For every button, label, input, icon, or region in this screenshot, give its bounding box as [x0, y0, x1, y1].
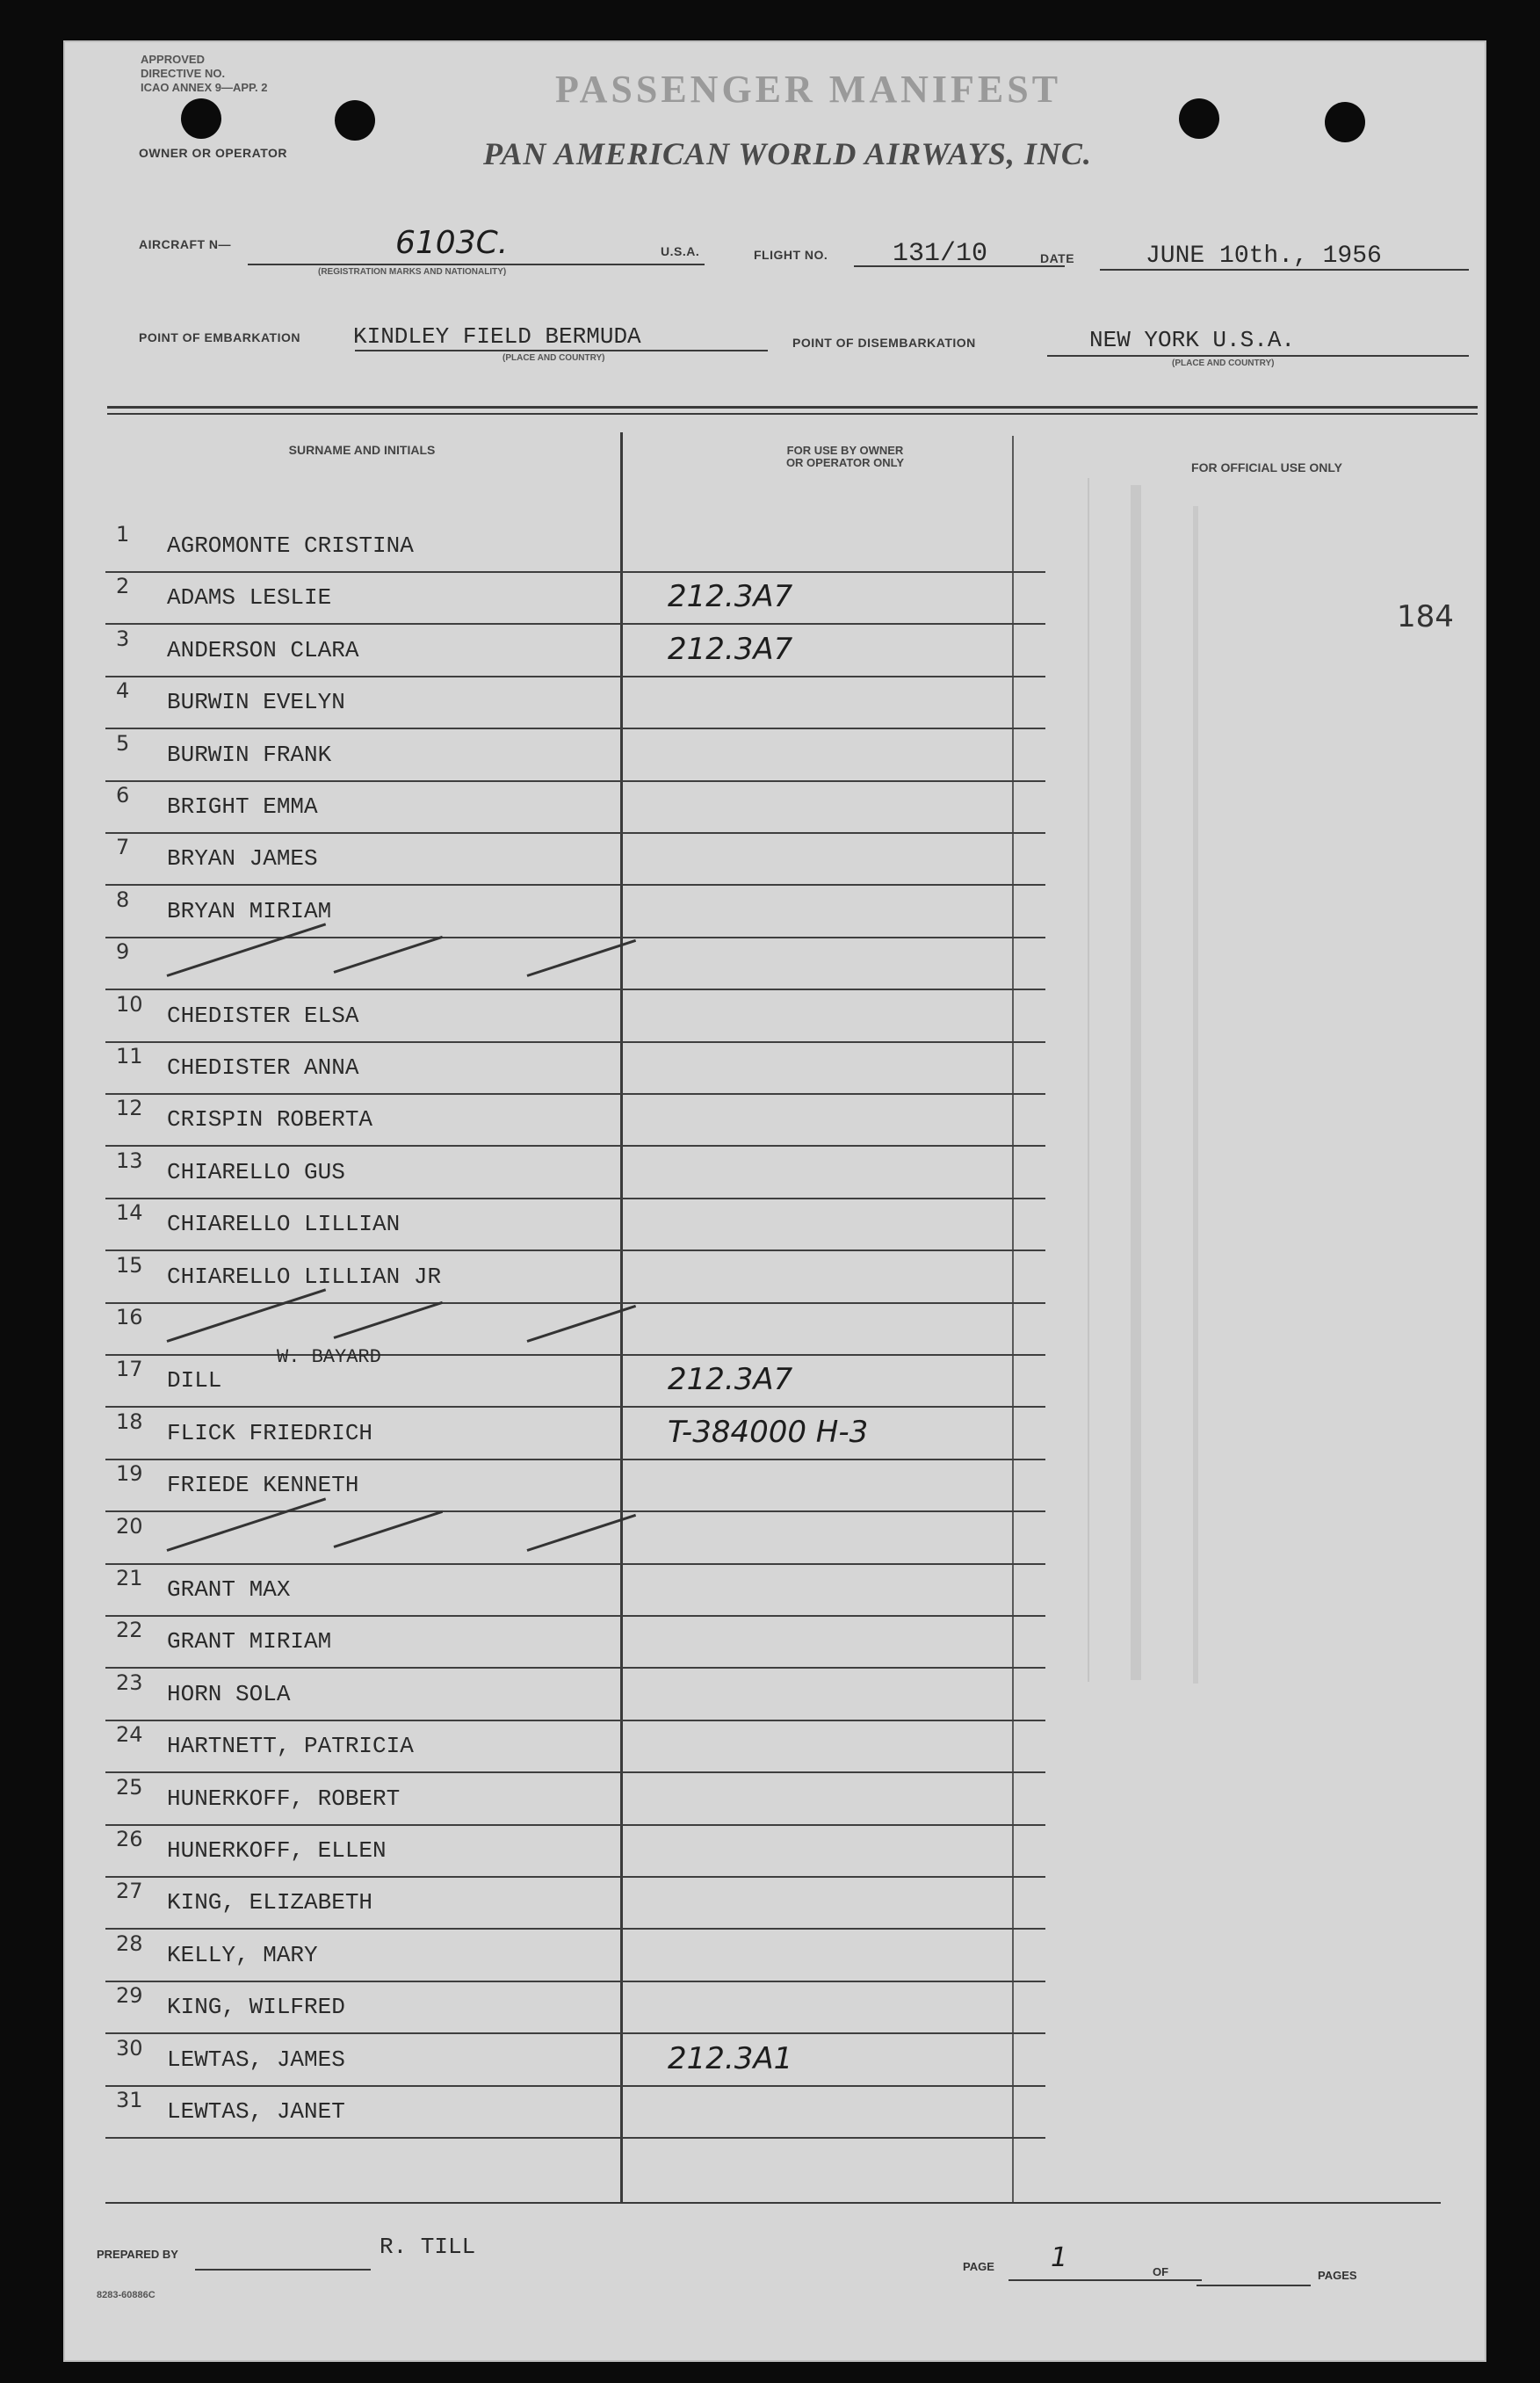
- of-underline: [1197, 2285, 1311, 2286]
- table-row: [105, 2088, 1045, 2139]
- passenger-name: HUNERKOFF, ROBERT: [167, 1785, 401, 1812]
- row-number: 12: [116, 1096, 143, 1121]
- disembarkation-place: NEW YORK U.S.A.: [1089, 327, 1296, 353]
- table-row: [105, 1670, 1045, 1721]
- punch-hole: [181, 98, 221, 139]
- row-number: 5: [116, 730, 130, 756]
- table-row: [105, 1827, 1045, 1878]
- row-number: 25: [116, 1774, 143, 1800]
- row-number: 20: [116, 1513, 143, 1539]
- operator-code: 212.3A7: [668, 631, 793, 667]
- row-rule: [105, 1198, 1045, 1199]
- row-rule: [105, 1667, 1045, 1669]
- table-row: [105, 783, 1045, 834]
- approval-line: APPROVED: [141, 53, 205, 66]
- table-row: [105, 1879, 1045, 1930]
- row-rule: [105, 1720, 1045, 1721]
- operator-code: T-384000 H-3: [668, 1414, 869, 1450]
- owner-use-header-line: FOR USE BY OWNER: [786, 444, 904, 457]
- flight-date: JUNE 10th., 1956: [1146, 243, 1382, 270]
- aircraft-caption: (REGISTRATION MARKS AND NATIONALITY): [318, 267, 507, 277]
- embarkation-caption: (PLACE AND COUNTRY): [502, 353, 605, 363]
- table-row: [105, 1200, 1045, 1251]
- passenger-name: BRYAN JAMES: [167, 845, 318, 873]
- row-rule: [105, 1041, 1045, 1043]
- manifest-sheet: [63, 40, 1486, 2362]
- table-row: [105, 992, 1045, 1043]
- table-row: [105, 1461, 1045, 1512]
- official-number: 184: [1397, 599, 1454, 634]
- row-number: 26: [116, 1827, 143, 1851]
- operator-code: 212.3A7: [668, 1362, 793, 1398]
- row-rule: [105, 1406, 1045, 1408]
- row-number: 7: [116, 835, 130, 860]
- passenger-name: BURWIN EVELYN: [167, 689, 345, 716]
- row-rule: [105, 623, 1045, 625]
- approval-line: DIRECTIVE NO.: [141, 67, 226, 80]
- row-number: 11: [116, 1044, 143, 1068]
- embarkation-label: POINT OF EMBARKATION: [139, 330, 300, 344]
- row-number: 6: [116, 783, 130, 808]
- form-number: 8283-60886C: [97, 2290, 155, 2300]
- table-row: [105, 887, 1045, 938]
- row-rule: [105, 1510, 1045, 1512]
- row-rule: [105, 884, 1045, 886]
- row-rule: [105, 989, 1045, 990]
- table-row: [105, 1775, 1045, 1826]
- aircraft-underline: [248, 264, 705, 265]
- table-row: [105, 2036, 1045, 2087]
- row-number: 4: [116, 678, 130, 704]
- prepared-by-underline: [195, 2269, 371, 2271]
- passenger-name: KING, ELIZABETH: [167, 1889, 373, 1916]
- table-row: [105, 731, 1045, 782]
- table-top-rule: [107, 406, 1478, 409]
- passenger-name: BRYAN MIRIAM: [167, 897, 332, 924]
- strike-mark: [334, 1301, 444, 1339]
- table-row: [105, 1253, 1045, 1304]
- passenger-name: GRANT MAX: [167, 1576, 291, 1603]
- official-area-mark: [1131, 485, 1141, 1680]
- date-label: DATE: [1040, 251, 1075, 265]
- passenger-name: HORN SOLA: [167, 1680, 291, 1707]
- table-top-rule: [107, 413, 1478, 415]
- usa-label: U.S.A.: [661, 244, 700, 258]
- row-rule: [105, 1928, 1045, 1930]
- table-row: [105, 1148, 1045, 1199]
- table-row: [105, 1618, 1045, 1669]
- pages-label: PAGES: [1318, 2269, 1357, 2282]
- row-number: 8: [116, 887, 130, 912]
- row-number: 18: [116, 1409, 143, 1434]
- of-label: OF: [1153, 2265, 1169, 2278]
- owner-use-header-line: OR OPERATOR ONLY: [785, 456, 905, 469]
- strike-mark: [527, 939, 637, 977]
- table-row: [105, 678, 1045, 729]
- embarkation-underline: [355, 350, 768, 351]
- disembarkation-caption: (PLACE AND COUNTRY): [1172, 359, 1275, 368]
- row-number: 23: [116, 1670, 143, 1695]
- row-rule: [105, 2032, 1045, 2034]
- table-row: [105, 1409, 1045, 1460]
- row-rule: [105, 728, 1045, 729]
- passenger-name: BRIGHT EMMA: [167, 793, 318, 820]
- prepared-by-name: R. TILL: [380, 2234, 476, 2260]
- passenger-name: CHIARELLO GUS: [167, 1158, 345, 1185]
- row-rule: [105, 1615, 1045, 1617]
- row-rule: [105, 1302, 1045, 1304]
- row-rule: [105, 1981, 1045, 1982]
- row-number: 21: [116, 1566, 143, 1590]
- page-label: PAGE: [963, 2260, 994, 2273]
- table-row: [105, 1983, 1045, 2034]
- operator-code: 212.3A7: [668, 579, 793, 615]
- row-number: 15: [116, 1252, 143, 1278]
- passenger-name: FLICK FRIEDRICH: [167, 1419, 373, 1446]
- row-number: 9: [116, 939, 130, 965]
- row-number: 24: [116, 1722, 143, 1748]
- strike-mark: [527, 1513, 637, 1551]
- row-rule: [105, 1771, 1045, 1773]
- page-number: 1: [1051, 2242, 1068, 2273]
- punch-hole: [335, 100, 375, 141]
- passenger-given-name: W. BAYARD: [277, 1346, 381, 1369]
- approval-line: ICAO ANNEX 9—APP. 2: [141, 81, 268, 94]
- flight-number-label: FLIGHT NO.: [754, 248, 828, 262]
- row-rule: [105, 2137, 1045, 2139]
- official-use-column-header: FOR OFFICIAL USE ONLY: [1191, 460, 1342, 474]
- operator-code: 212.3A1: [668, 2040, 793, 2076]
- table-row: [105, 1346, 1045, 1408]
- flight-number: 131/10: [893, 239, 988, 269]
- row-rule: [105, 1876, 1045, 1878]
- strike-mark: [334, 936, 444, 974]
- passenger-name: ADAMS LESLIE: [167, 584, 332, 612]
- passenger-name: CHEDISTER ANNA: [167, 1054, 359, 1081]
- row-number: 31: [116, 2088, 143, 2112]
- row-number: 3: [116, 626, 130, 651]
- passenger-name: LEWTAS, JAMES: [167, 2046, 345, 2073]
- row-rule: [105, 1249, 1045, 1251]
- row-rule: [105, 1563, 1045, 1565]
- passenger-name: LEWTAS, JANET: [167, 2098, 345, 2125]
- row-rule: [105, 780, 1045, 782]
- row-number: 1: [116, 522, 130, 547]
- prepared-by-label: PREPARED BY: [97, 2248, 178, 2261]
- row-rule: [105, 676, 1045, 677]
- approval-stamp: [141, 53, 268, 95]
- row-rule: [105, 1093, 1045, 1095]
- passenger-name: CHIARELLO LILLIAN: [167, 1211, 401, 1238]
- row-number: 29: [116, 1983, 143, 2009]
- official-area-mark: [1088, 478, 1089, 1682]
- table-row: [105, 939, 1045, 990]
- row-rule: [105, 937, 1045, 938]
- strike-mark: [527, 1305, 637, 1343]
- table-row: [105, 1514, 1045, 1565]
- strike-mark: [334, 1510, 444, 1547]
- table-row: [105, 1566, 1045, 1617]
- row-number: 22: [116, 1618, 143, 1643]
- passenger-name: ANDERSON CLARA: [167, 636, 359, 663]
- table-row: [105, 1722, 1045, 1773]
- aircraft-label: AIRCRAFT N—: [139, 237, 232, 251]
- punch-hole: [1179, 98, 1219, 139]
- table-bottom-rule: [105, 2202, 1441, 2204]
- disembarkation-underline: [1047, 355, 1469, 357]
- airline-name: PAN AMERICAN WORLD AIRWAYS, INC.: [483, 136, 1092, 171]
- row-number: 19: [116, 1461, 143, 1487]
- owner-use-column-header: [713, 445, 977, 469]
- row-rule: [105, 1354, 1045, 1356]
- owner-label: OWNER OR OPERATOR: [139, 146, 287, 160]
- row-number: 16: [116, 1305, 143, 1329]
- official-area-mark: [1193, 506, 1198, 1684]
- passenger-name: DILL: [167, 1367, 222, 1394]
- row-rule: [105, 1459, 1045, 1460]
- table-row: [105, 1044, 1045, 1095]
- row-number: 14: [116, 1200, 143, 1226]
- passenger-name: KING, WILFRED: [167, 1994, 345, 2021]
- row-number: 2: [116, 574, 130, 599]
- table-row: [105, 835, 1045, 886]
- passenger-name: AGROMONTE CRISTINA: [167, 532, 414, 559]
- row-number: 17: [116, 1357, 143, 1382]
- page-underline: [1009, 2279, 1202, 2281]
- passenger-name: FRIEDE KENNETH: [167, 1472, 359, 1499]
- document-title: PASSENGER MANIFEST: [555, 68, 1062, 111]
- passenger-name: HARTNETT, PATRICIA: [167, 1733, 414, 1760]
- row-rule: [105, 832, 1045, 834]
- row-number: 27: [116, 1879, 143, 1904]
- row-number: 30: [116, 2035, 143, 2061]
- row-rule: [105, 571, 1045, 573]
- table-row: [105, 574, 1045, 625]
- passenger-name: BURWIN FRANK: [167, 741, 332, 768]
- row-number: 28: [116, 1930, 143, 1956]
- row-number: 13: [116, 1148, 143, 1173]
- row-rule: [105, 1145, 1045, 1147]
- passenger-name: CHIARELLO LILLIAN JR: [167, 1263, 442, 1290]
- table-row: [105, 1931, 1045, 1982]
- table-row: [105, 1096, 1045, 1147]
- aircraft-number: 6103C.: [395, 225, 509, 261]
- row-rule: [105, 2085, 1045, 2087]
- surname-column-header: SURNAME AND INITIALS: [288, 443, 436, 457]
- embarkation-place: KINDLEY FIELD BERMUDA: [353, 323, 641, 350]
- row-rule: [105, 1824, 1045, 1826]
- table-row: [105, 1305, 1045, 1356]
- passenger-name: CRISPIN ROBERTA: [167, 1106, 373, 1134]
- passenger-name: GRANT MIRIAM: [167, 1628, 332, 1655]
- disembarkation-label: POINT OF DISEMBARKATION: [792, 336, 976, 350]
- table-row: [105, 522, 1045, 573]
- passenger-name: HUNERKOFF, ELLEN: [167, 1837, 387, 1864]
- passenger-name: KELLY, MARY: [167, 1941, 318, 1968]
- punch-hole: [1325, 102, 1365, 142]
- table-row: [105, 627, 1045, 677]
- passenger-name: CHEDISTER ELSA: [167, 1002, 359, 1029]
- row-number: 10: [116, 991, 143, 1017]
